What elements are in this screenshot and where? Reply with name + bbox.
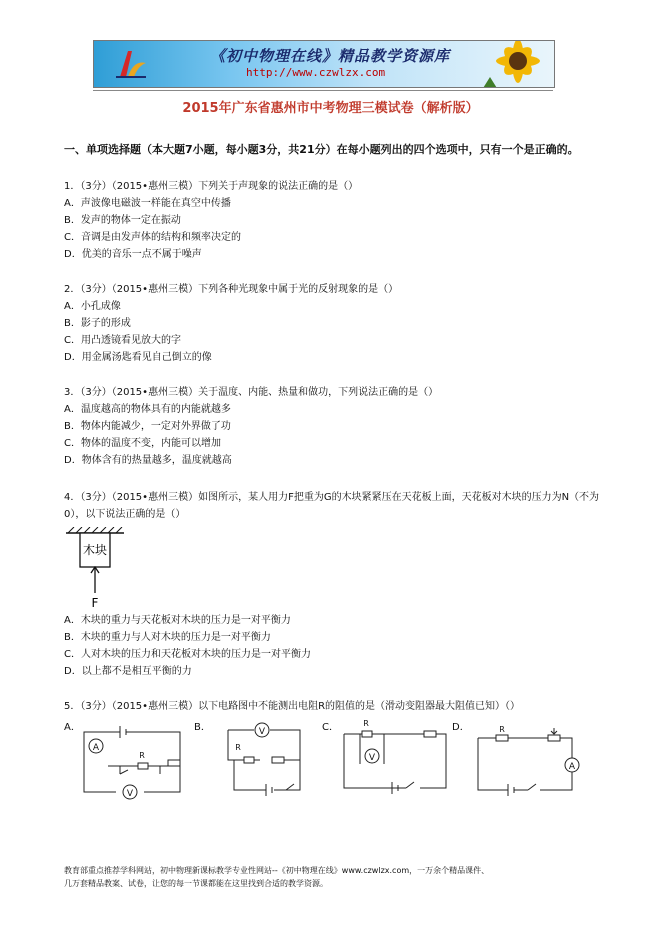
option-a: A．温度越高的物体具有的内能就越多 xyxy=(64,404,231,415)
force-label: F xyxy=(91,596,99,610)
option-d: D．物体含有的热量越多，温度就越高 xyxy=(64,455,232,466)
resistor-icon xyxy=(138,763,148,769)
banner-title: 《初中物理在线》精品教学资源库 xyxy=(210,47,451,65)
question-stem: 4．（3分）（2015•惠州三模）如图所示，某人用力F把重为G的木块紧紧压在天花板上面，天花板对木块的压力为N（不为0），以下说法正确的是（） xyxy=(64,492,600,520)
option-d: D．优美的音乐一点不属于噪声 xyxy=(64,249,202,260)
banner-url[interactable]: http://www.czwlzx.com xyxy=(246,66,386,79)
rheostat-icon xyxy=(548,735,560,741)
circuit-d xyxy=(468,724,586,800)
option-b: B．影子的形成 xyxy=(64,318,131,329)
section-heading: 一、单项选择题（本大题7小题，每小题3分，共21分）在每小题列出的四个选项中，只有一个是正确的。 xyxy=(64,143,579,156)
svg-text:R: R xyxy=(499,725,505,734)
option-b: B．发声的物体一定在振动 xyxy=(64,215,181,226)
sunflower-icon xyxy=(470,40,548,88)
question-4 xyxy=(64,489,604,523)
question-2 xyxy=(64,281,604,366)
block-label: 木块 xyxy=(82,543,108,557)
option-d: D． xyxy=(452,722,470,733)
site-logo-icon xyxy=(114,47,148,81)
circuit-c xyxy=(336,718,454,800)
question-stem: 3．（3分）（2015•惠州三模）关于温度、内能、热量和做功，下列说法正确的是（） xyxy=(64,387,439,398)
resistor-icon xyxy=(362,731,372,737)
page-footer xyxy=(64,864,604,890)
svg-text:R: R xyxy=(363,719,369,728)
option-a: A．小孔成像 xyxy=(64,301,121,312)
svg-text:A: A xyxy=(92,743,100,753)
question-4-options xyxy=(64,612,604,680)
option-d: D．用金属汤匙看见自己倒立的像 xyxy=(64,352,212,363)
option-c: C．音调是由发声体的结构和频率决定的 xyxy=(64,232,241,243)
svg-text:R: R xyxy=(235,743,241,752)
document-title: 2015年广东省惠州市中考物理三模试卷（解析版） xyxy=(182,101,479,116)
header-banner xyxy=(93,40,555,88)
option-a: A．声波像电磁波一样能在真空中传播 xyxy=(64,198,231,209)
svg-text:V: V xyxy=(126,789,134,799)
svg-text:R: R xyxy=(139,751,145,760)
rheostat-icon xyxy=(168,760,180,766)
question-1 xyxy=(64,178,604,263)
option-a: A．木块的重力与天花板对木块的压力是一对平衡力 xyxy=(64,615,291,626)
option-b: B．物体内能减少，一定对外界做了功 xyxy=(64,421,231,432)
question-4-figure xyxy=(64,527,144,611)
question-5 xyxy=(64,698,604,715)
option-c: C．人对木块的压力和天花板对木块的压力是一对平衡力 xyxy=(64,649,311,660)
option-b: B． xyxy=(194,722,211,733)
question-3 xyxy=(64,384,604,469)
svg-text:V: V xyxy=(368,753,376,763)
option-c: C． xyxy=(322,722,339,733)
question-stem: 1．（3分）（2015•惠州三模）下列关于声现象的说法正确的是（） xyxy=(64,181,359,192)
option-d: D．以上都不是相互平衡的力 xyxy=(64,666,192,677)
option-c: C．用凸透镜看见放大的字 xyxy=(64,335,181,346)
footer-line-2: 几万套精品教案、试卷，让您的每一节课都能在这里找到合适的教学资源。 xyxy=(64,879,328,888)
option-c: C．物体的温度不变，内能可以增加 xyxy=(64,438,221,449)
resistor-icon xyxy=(496,735,508,741)
question-stem: 5．（3分）（2015•惠州三模）以下电路图中不能测出电阻R的阻值的是（滑动变阻器最大阻值已知）（） xyxy=(64,701,521,712)
question-stem: 2．（3分）（2015•惠州三模）下列各种光现象中属于光的反射现象的是（） xyxy=(64,284,399,295)
svg-text:V: V xyxy=(258,727,266,737)
footer-line-1: 教育部重点推荐学科网站，初中物理新课标教学专业性网站--《初中物理在线》www.czwlzx.com，一万余个精品课件、 xyxy=(64,866,490,875)
circuit-a xyxy=(80,724,192,802)
resistor-icon xyxy=(244,757,254,763)
header-divider xyxy=(93,90,553,91)
rheostat-icon xyxy=(272,757,284,763)
option-a: A． xyxy=(64,722,81,733)
option-b: B．木块的重力与人对木块的压力是一对平衡力 xyxy=(64,632,271,643)
svg-text:A: A xyxy=(568,762,576,772)
circuit-b xyxy=(210,720,320,800)
rheostat-icon xyxy=(424,731,436,737)
